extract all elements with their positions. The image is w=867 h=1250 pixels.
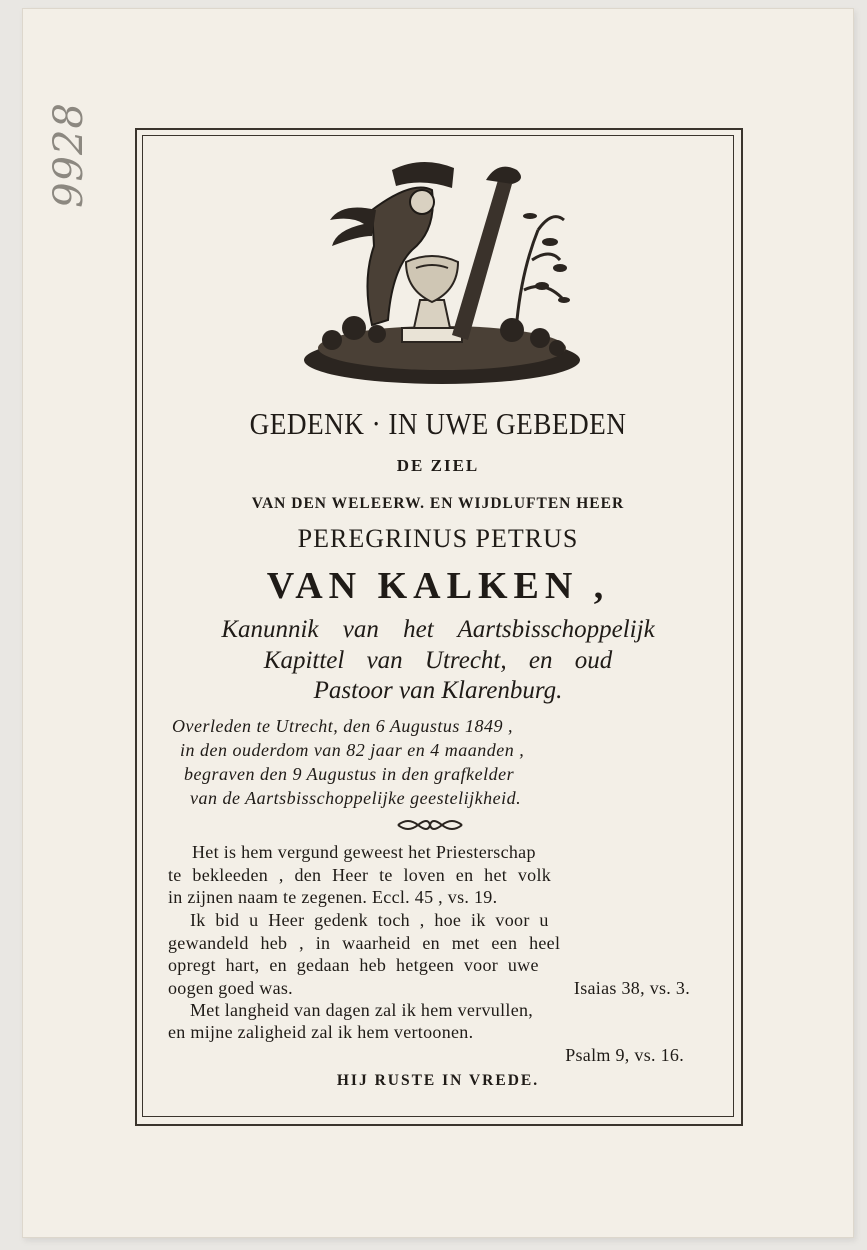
- title-line-1: Kanunnik van het Aartsbisschoppelijk: [221, 616, 655, 643]
- angel-urn-vignette-icon: [302, 150, 582, 390]
- obituary-line-2: in den ouderdom van 82 jaar en 4 maanden ,: [180, 740, 525, 760]
- handwritten-number: 9928: [46, 102, 92, 208]
- verse-line-8: Met langheid van dagen zal ik hem vervullen,: [190, 1000, 534, 1020]
- verse-line-4: Ik bid u Heer gedenk toch , hoe ik voor u: [190, 910, 549, 930]
- obituary-line-4: van de Aartsbisschoppelijke geestelijkheid.: [190, 788, 522, 808]
- verse-line-6: opregt hart, en gedaan heb hetgeen voor uwe: [168, 955, 539, 975]
- obituary-line-1: Overleden te Utrecht, den 6 Augustus 1849 ,: [172, 716, 513, 736]
- title-line-3: Pastoor van Klarenburg.: [313, 677, 563, 704]
- verse-line-1: Het is hem vergund geweest het Priesterschap: [192, 842, 536, 862]
- obituary-line-3: begraven den 9 Augustus in den grafkelder: [184, 764, 515, 784]
- verse-citation-isaias: Isaias 38, vs. 3.: [573, 978, 690, 998]
- verse-citation-psalm: Psalm 9, vs. 16.: [565, 1045, 684, 1065]
- verse-line-7: oogen goed was.: [168, 978, 293, 998]
- verse-line-9: en mijne zaligheid zal ik hem vertoonen.: [168, 1022, 474, 1042]
- van-heer: VAN DEN WELEERW. EN WIJDLUFTEN HEER: [251, 495, 625, 512]
- de-ziel: DE ZIEL: [396, 456, 480, 475]
- surname: VAN KALKEN ,: [266, 565, 610, 607]
- verse-line-2: te bekleeden , den Heer te loven en het volk: [168, 865, 552, 885]
- given-names: PEREGRINUS PETRUS: [297, 524, 579, 553]
- closing: HIJ RUSTE IN VREDE.: [336, 1072, 540, 1089]
- verse-line-5: gewandeld heb , in waarheid en met een heel: [168, 933, 561, 953]
- verse-line-3: in zijnen naam te zegenen. Eccl. 45 , vs. 19.: [168, 887, 498, 907]
- ornament-divider-icon: [396, 816, 464, 834]
- title-line-2: Kapittel van Utrecht, en oud: [263, 647, 613, 674]
- heading: GEDENK · IN UWE GEBEDEN: [249, 406, 627, 441]
